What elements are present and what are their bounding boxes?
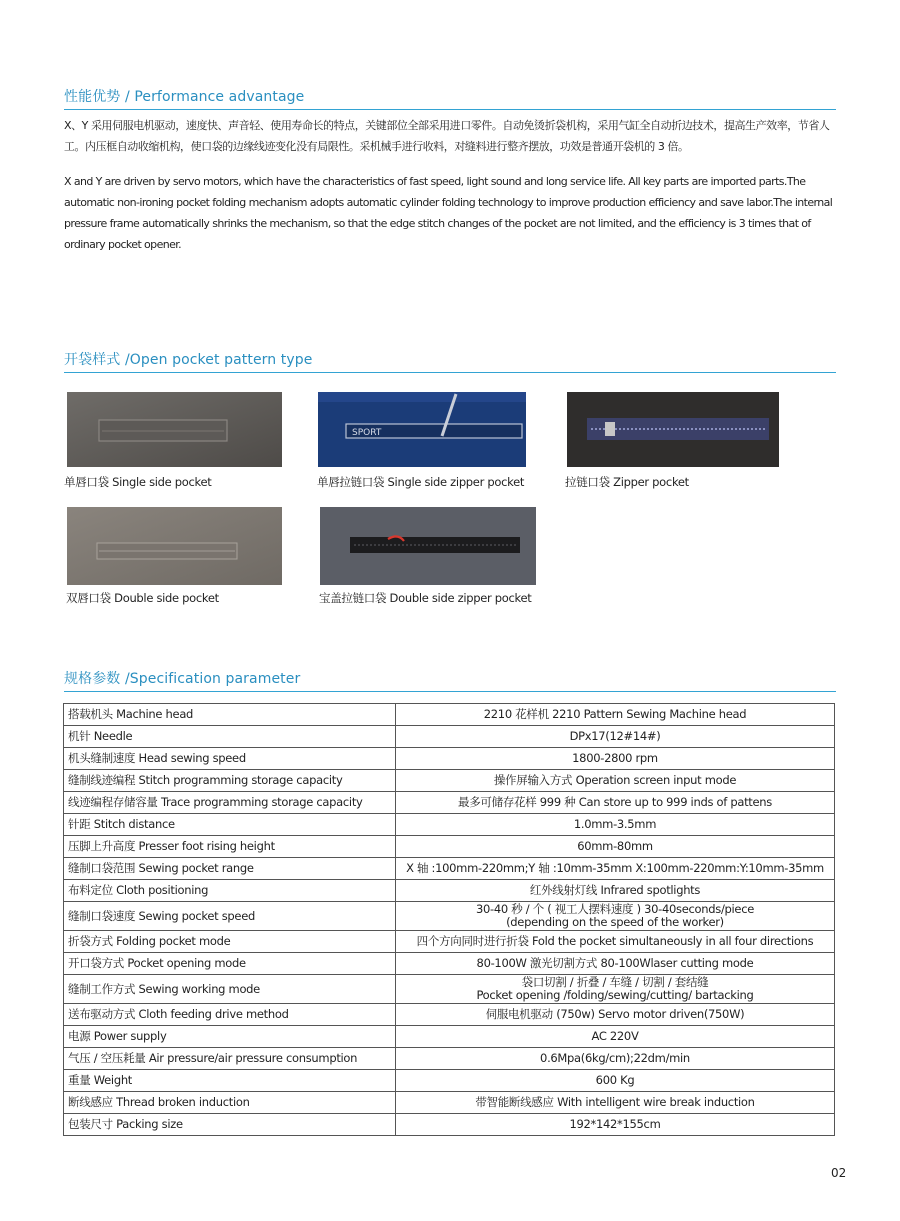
spec-key: 压脚上升高度 Presser foot rising height (64, 836, 396, 858)
spec-value (396, 902, 835, 931)
spec-row (64, 770, 835, 792)
spec-value: 红外线射灯线 Infrared spotlights (396, 880, 835, 902)
spec-table (63, 703, 835, 1136)
caption-zipper-pocket: 拉链口袋 Zipper pocket (565, 475, 689, 489)
spec-value: 最多可储存花样 999 种 Can store up to 999 inds of pattens (396, 792, 835, 814)
spec-value: 带智能断线感应 With intelligent wire break induction (396, 1092, 835, 1114)
spec-value (396, 975, 835, 1004)
caption-single-side-zipper-pocket: 单唇拉链口袋 Single side zipper pocket (317, 475, 525, 489)
spec-value: 2210 花样机 2210 Pattern Sewing Machine head (396, 704, 835, 726)
spec-value: 1.0mm-3.5mm (396, 814, 835, 836)
spec-key: 缝制线迹编程 Stitch programming storage capacity (64, 770, 396, 792)
spec-key: 缝制口袋速度 Sewing pocket speed (64, 902, 396, 931)
spec-key: 布料定位 Cloth positioning (64, 880, 396, 902)
spec-row (64, 902, 835, 931)
spec-row (64, 880, 835, 902)
spec-value-line: 30-40 秒 / 个 ( 视工人摆料速度 ) 30-40seconds/piece (475, 902, 755, 916)
spec-key: 送布驱动方式 Cloth feeding drive method (64, 1004, 396, 1026)
spec-row (64, 814, 835, 836)
spec-value: DPx17(12#14#) (396, 726, 835, 748)
spec-key: 线迹编程存储容量 Trace programming storage capacity (64, 792, 396, 814)
single-side-pocket-image (67, 392, 282, 467)
spec-row (64, 704, 835, 726)
spec-row (64, 1114, 835, 1136)
spec-value-line: (depending on the speed of the worker) (506, 915, 724, 929)
spec-value: 600 Kg (396, 1070, 835, 1092)
spec-row (64, 1048, 835, 1070)
performance-text-en: X and Y are driven by servo motors, which have the characteristics of fast speed, light sound and long service life. All key parts are imported parts.The automatic non-ironing pocket folding mechanism adopts automatic cylinder folding technology to improve production efficiency and save labor.The internal pressure frame automatically shrinks the mechanism, so that the edge stitch changes of the pocket are not limited, and the efficiency is 3 times that of ordinary pocket opener. (64, 175, 833, 251)
spec-value-line: Pocket opening /folding/sewing/cutting/ bartacking (476, 988, 754, 1002)
spec-key: 重量 Weight (64, 1070, 396, 1092)
spec-row (64, 1070, 835, 1092)
spec-row (64, 975, 835, 1004)
spec-key: 针距 Stitch distance (64, 814, 396, 836)
section-title-pocket-types: 开袋样式 /Open pocket pattern type (64, 349, 836, 373)
section-title-spec: 规格参数 /Specification parameter (64, 668, 836, 692)
spec-row (64, 836, 835, 858)
spec-key: 机头缝制速度 Head sewing speed (64, 748, 396, 770)
spec-key: 包装尺寸 Packing size (64, 1114, 396, 1136)
spec-value: 0.6Mpa(6kg/cm);22dm/min (396, 1048, 835, 1070)
section-title-performance: 性能优势 / Performance advantage (64, 86, 836, 110)
spec-row (64, 748, 835, 770)
spec-key: 开口袋方式 Pocket opening mode (64, 953, 396, 975)
double-side-zipper-pocket-image (320, 507, 536, 585)
spec-key: 电源 Power supply (64, 1026, 396, 1048)
spec-row (64, 726, 835, 748)
spec-value: 192*142*155cm (396, 1114, 835, 1136)
page-number: 02 (831, 1166, 847, 1180)
spec-value-line: 袋口切割 / 折叠 / 车缝 / 切割 / 套结缝 (521, 975, 709, 989)
spec-row (64, 1004, 835, 1026)
spec-row (64, 953, 835, 975)
spec-value: 四个方向同时进行折袋 Fold the pocket simultaneously in all four directions (396, 931, 835, 953)
caption-double-side-pocket: 双唇口袋 Double side pocket (66, 591, 219, 605)
spec-value: 80-100W 激光切割方式 80-100Wlaser cutting mode (396, 953, 835, 975)
spec-row (64, 858, 835, 880)
spec-value: 操作屏输入方式 Operation screen input mode (396, 770, 835, 792)
spec-value: X 轴 :100mm-220mm;Y 轴 :10mm-35mm X:100mm-220mm:Y:10mm-35mm (396, 858, 835, 880)
spec-row (64, 1092, 835, 1114)
spec-value: 60mm-80mm (396, 836, 835, 858)
spec-value: AC 220V (396, 1026, 835, 1048)
svg-text:SPORT: SPORT (352, 428, 382, 438)
zipper-pocket-image (567, 392, 779, 467)
single-side-zipper-pocket-image (318, 392, 526, 467)
spec-value: 1800-2800 rpm (396, 748, 835, 770)
spec-row (64, 931, 835, 953)
spec-key: 缝制工作方式 Sewing working mode (64, 975, 396, 1004)
spec-row (64, 1026, 835, 1048)
spec-key: 搭载机头 Machine head (64, 704, 396, 726)
performance-text-cn: X、Y 采用伺服电机驱动，速度快、声音轻、使用寿命长的特点，关键部位全部采用进口零件。自动免烫折袋机构，采用气缸全自动折边技术，提高生产效率，节省人工。内压框自动收缩机构，使口袋的边缘线迹变化没有局限性。采机械手进行收料，对缝料进行整齐摆放，功效是普通开袋机的 3 倍。 (64, 119, 830, 153)
spec-key: 缝制口袋范围 Sewing pocket range (64, 858, 396, 880)
double-side-pocket-image (67, 507, 282, 585)
spec-key: 折袋方式 Folding pocket mode (64, 931, 396, 953)
spec-key: 气压 / 空压耗量 Air pressure/air pressure consumption (64, 1048, 396, 1070)
spec-value: 伺服电机驱动 (750w) Servo motor driven(750W) (396, 1004, 835, 1026)
spec-key: 断线感应 Thread broken induction (64, 1092, 396, 1114)
caption-double-side-zipper-pocket: 宝盖拉链口袋 Double side zipper pocket (319, 591, 532, 605)
spec-row (64, 792, 835, 814)
caption-single-side-pocket: 单唇口袋 Single side pocket (64, 475, 212, 489)
spec-key: 机针 Needle (64, 726, 396, 748)
